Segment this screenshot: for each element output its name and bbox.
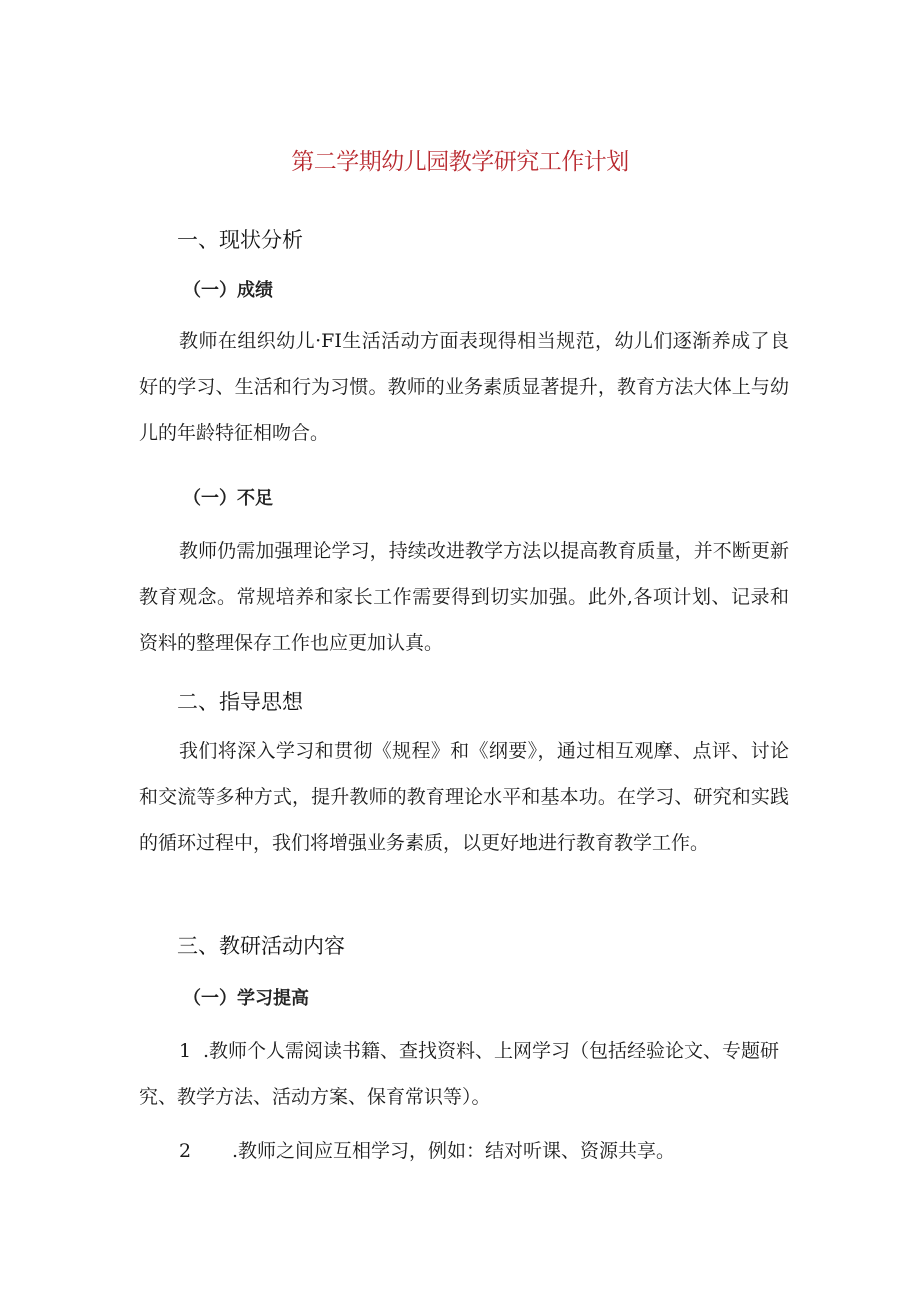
paragraph-shortcomings: 教师仍需加强理论学习，持续改进教学方法以提高教育质量，并不断更新教育观念。常规培养和家长工作需要得到切实加强。此外,各项计划、记录和资料的整理保存工作也应更加认真。 — [139, 540, 789, 654]
list-item — [139, 1128, 789, 1174]
subsection-heading-learning-improvement: （一）学习提高 — [183, 988, 309, 1009]
section-heading-research-activities: 三、教研活动内容 — [177, 934, 345, 958]
list-item-number: 2 — [179, 1140, 192, 1162]
section-heading-status-analysis: 一、现状分析 — [177, 228, 303, 252]
paragraph-achievements: 教师在组织幼儿·FI生活活动方面表现得相当规范，幼儿们逐渐养成了良好的学习、生活和行为习惯。教师的业务素质显著提升，教育方法大体上与幼儿的年龄特征相吻合。 — [139, 330, 789, 444]
subsection-heading-achievements: （一）成绩 — [183, 280, 273, 301]
list-item-number: 1 — [179, 1040, 192, 1062]
list-item-text: .教师个人需阅读书籍、查找资料、上网学习（包括经验论文、专题研究、教学方法、活动方案、保育常识等）。 — [139, 1040, 780, 1108]
list-item — [139, 1028, 789, 1120]
list-item-text: .教师之间应互相学习，例如：结对听课、资源共享。 — [232, 1140, 676, 1162]
paragraph-guiding-ideology: 我们将深入学习和贯彻《规程》和《纲要》，通过相互观摩、点评、讨论和交流等多种方式，提升教师的教育理论水平和基本功。在学习、研究和实践的循环过程中，我们将增强业务素质，以更好地进行教育教学工作。 — [139, 740, 789, 854]
document-title: 第二学期幼儿园教学研究工作计划 — [291, 149, 629, 175]
section-heading-guiding-ideology: 二、指导思想 — [177, 690, 303, 714]
subsection-heading-shortcomings: （一）不足 — [183, 488, 273, 509]
